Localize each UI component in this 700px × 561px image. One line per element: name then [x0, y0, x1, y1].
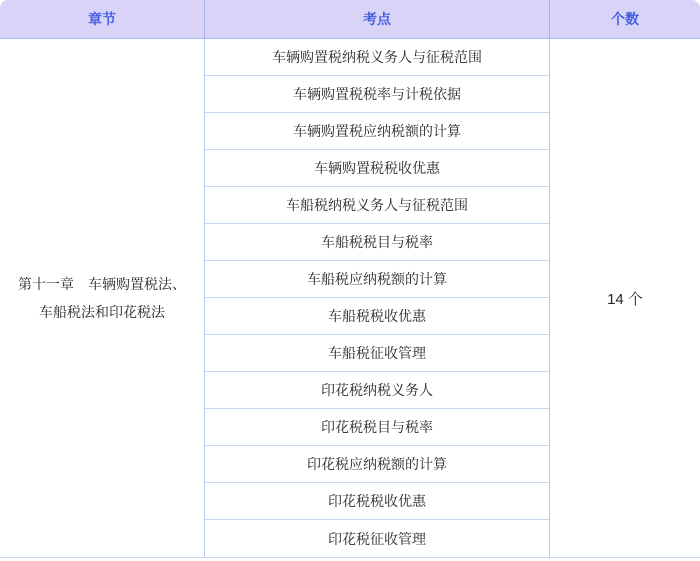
table-body: [0, 39, 700, 558]
point-row: 印花税应纳税额的计算: [205, 446, 549, 483]
table-header-row: [0, 0, 700, 39]
point-row: 车辆购置税纳税义务人与征税范围: [205, 39, 549, 76]
point-row: 印花税纳税义务人: [205, 372, 549, 409]
header-cell-topic: 考点: [205, 0, 550, 38]
header-cell-count: 个数: [611, 11, 639, 27]
point-row: 车船税征收管理: [205, 335, 549, 372]
point-row: 车辆购置税税率与计税依据: [205, 76, 549, 113]
point-row: 车船税纳税义务人与征税范围: [205, 187, 549, 224]
point-row: 印花税税目与税率: [205, 409, 549, 446]
count-cell: 14 个: [607, 290, 643, 308]
point-row: 车船税应纳税额的计算: [205, 261, 549, 298]
point-row: 印花税征收管理: [328, 530, 426, 547]
points-column: [205, 39, 550, 557]
chapter-line-2: 车船税法和印花税法: [39, 304, 165, 320]
point-row: 车船税税目与税率: [205, 224, 549, 261]
point-row: 车船税税收优惠: [205, 298, 549, 335]
point-row: 车辆购置税税收优惠: [205, 150, 549, 187]
point-row: 印花税税收优惠: [205, 483, 549, 520]
chapter-cell: [0, 39, 205, 557]
point-row: 车辆购置税应纳税额的计算: [205, 113, 549, 150]
chapter-line-1: 第十一章 车辆购置税法、: [18, 276, 186, 292]
header-cell-chapter: 章节: [0, 0, 205, 38]
